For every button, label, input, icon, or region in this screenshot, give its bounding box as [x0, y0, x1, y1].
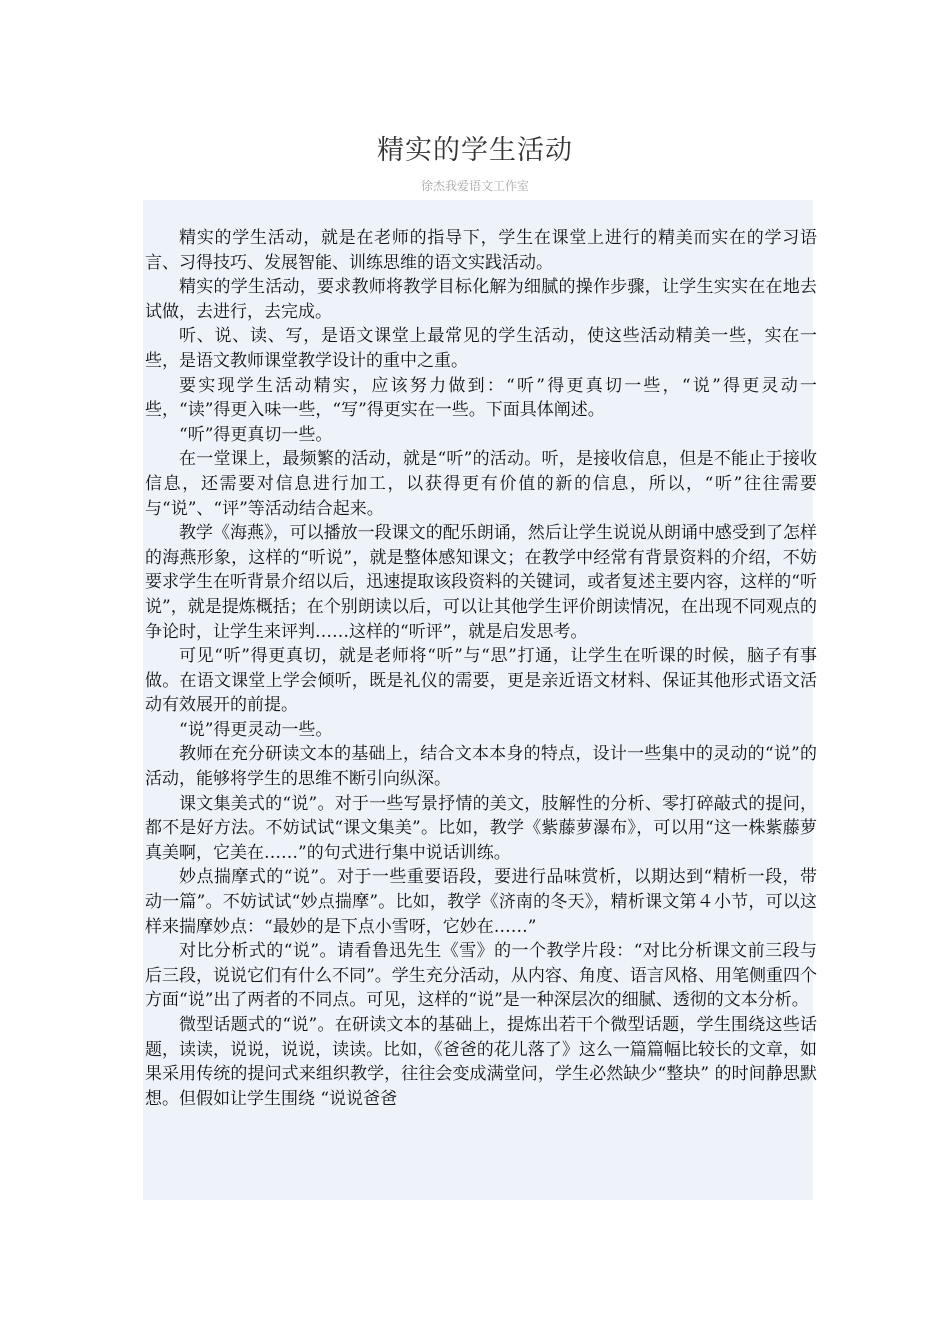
paragraph: 微型话题式的“说”。在研读文本的基础上，提炼出若干个微型话题，学生围绕这些话题，读读，说说，说说，读读。比如，《爸爸的花儿落了》这么一篇篇幅比较长的文章，如果采用传统的提问式来组织教学，往往会变成满堂问，学生必然缺少“整块” 的时间静思默想。但假如让学生围绕 “说说爸爸 — [145, 1015, 817, 1109]
document-subtitle: 徐杰我爱语文工作室 — [420, 179, 529, 193]
paragraph: 教师在充分研读文本的基础上，结合文本本身的特点，设计一些集中的灵动的“说”的活动，能够将学生的思维不断引向纵深。 — [145, 744, 817, 790]
paragraph: 教学《海燕》，可以播放一段课文的配乐朗诵，然后让学生说说从朗诵中感受到了怎样的海燕形象，这样的“听说”，就是整体感知课文；在教学中经常有背景资料的介绍，不妨要求学生在听背景介绍以后，迅速提取该段资料的关键词，或者复述主要内容，这样的“听说”，就是提炼概括；在个别朗读以后，可以让其他学生评价朗读情况，在出现不同观点的争论时，让学生来评判……这样的“听评”，就是启发思考。 — [145, 523, 817, 642]
document-body — [145, 226, 817, 1111]
paragraph: 可见“听”得更真切，就是老师将“听”与“思”打通，让学生在听课的时候，脑子有事做。在语文课堂上学会倾听，既是礼仪的需要，更是亲近语文材料、保证其他形式语文活动有效展开的前提。 — [145, 646, 817, 716]
paragraph: 妙点揣摩式的“说”。对于一些重要语段，要进行品味赏析，以期达到“精析一段，带动一篇”。不妨试试“妙点揣摩”。比如，教学《济南的冬天》，精析课文第４小节，可以这样来揣摩妙点：“最妙的是下点小雪呀，它妙在……” — [145, 867, 817, 937]
paragraph: 听、说、读、写，是语文课堂上最常见的学生活动，使这些活动精美一些，实在一些，是语文教师课堂教学设计的重中之重。 — [145, 326, 817, 371]
paragraph: 精实的学生活动，要求教师将教学目标化解为细腻的操作步骤，让学生实实在在地去试做，去进行，去完成。 — [145, 277, 817, 322]
paragraph: 要实现学生活动精实，应该努力做到：“听”得更真切一些，“说”得更灵动一些，“读”得更入味一些，“写”得更实在一些。下面具体阐述。 — [145, 375, 817, 421]
section-heading: “说”得更灵动一些。 — [179, 719, 333, 740]
paragraph: 在一堂课上，最频繁的活动，就是“听”的活动。听，是接收信息，但是不能止于接收信息，还需要对信息进行加工，以获得更有价值的新的信息，所以，“听”往往需要与“说”、“评”等活动结合起来。 — [145, 449, 817, 519]
paragraph: 精实的学生活动，就是在老师的指导下，学生在课堂上进行的精美而实在的学习语言、习得技巧、发展智能、训练思维的语文实践活动。 — [145, 228, 817, 273]
section-heading: “听”得更真切一些。 — [179, 424, 333, 445]
paragraph: 对比分析式的“说”。请看鲁迅先生《雪》的一个教学片段：“对比分析课文前三段与后三段，说说它们有什么不同”。学生充分活动，从内容、角度、语言风格、用笔侧重四个方面“说”出了两者的不同点。可见，这样的“说”是一种深层次的细腻、透彻的文本分析。 — [145, 941, 817, 1011]
document-title: 精实的学生活动 — [377, 135, 573, 166]
paragraph: 课文集美式的“说”。对于一些写景抒情的美文，肢解性的分析、零打碎敲式的提问，都不是好方法。不妨试试“课文集美”。比如，教学《紫藤萝瀑布》，可以用“这一株紫藤萝真美啊，它美在……”的句式进行集中说话训练。 — [145, 793, 817, 863]
